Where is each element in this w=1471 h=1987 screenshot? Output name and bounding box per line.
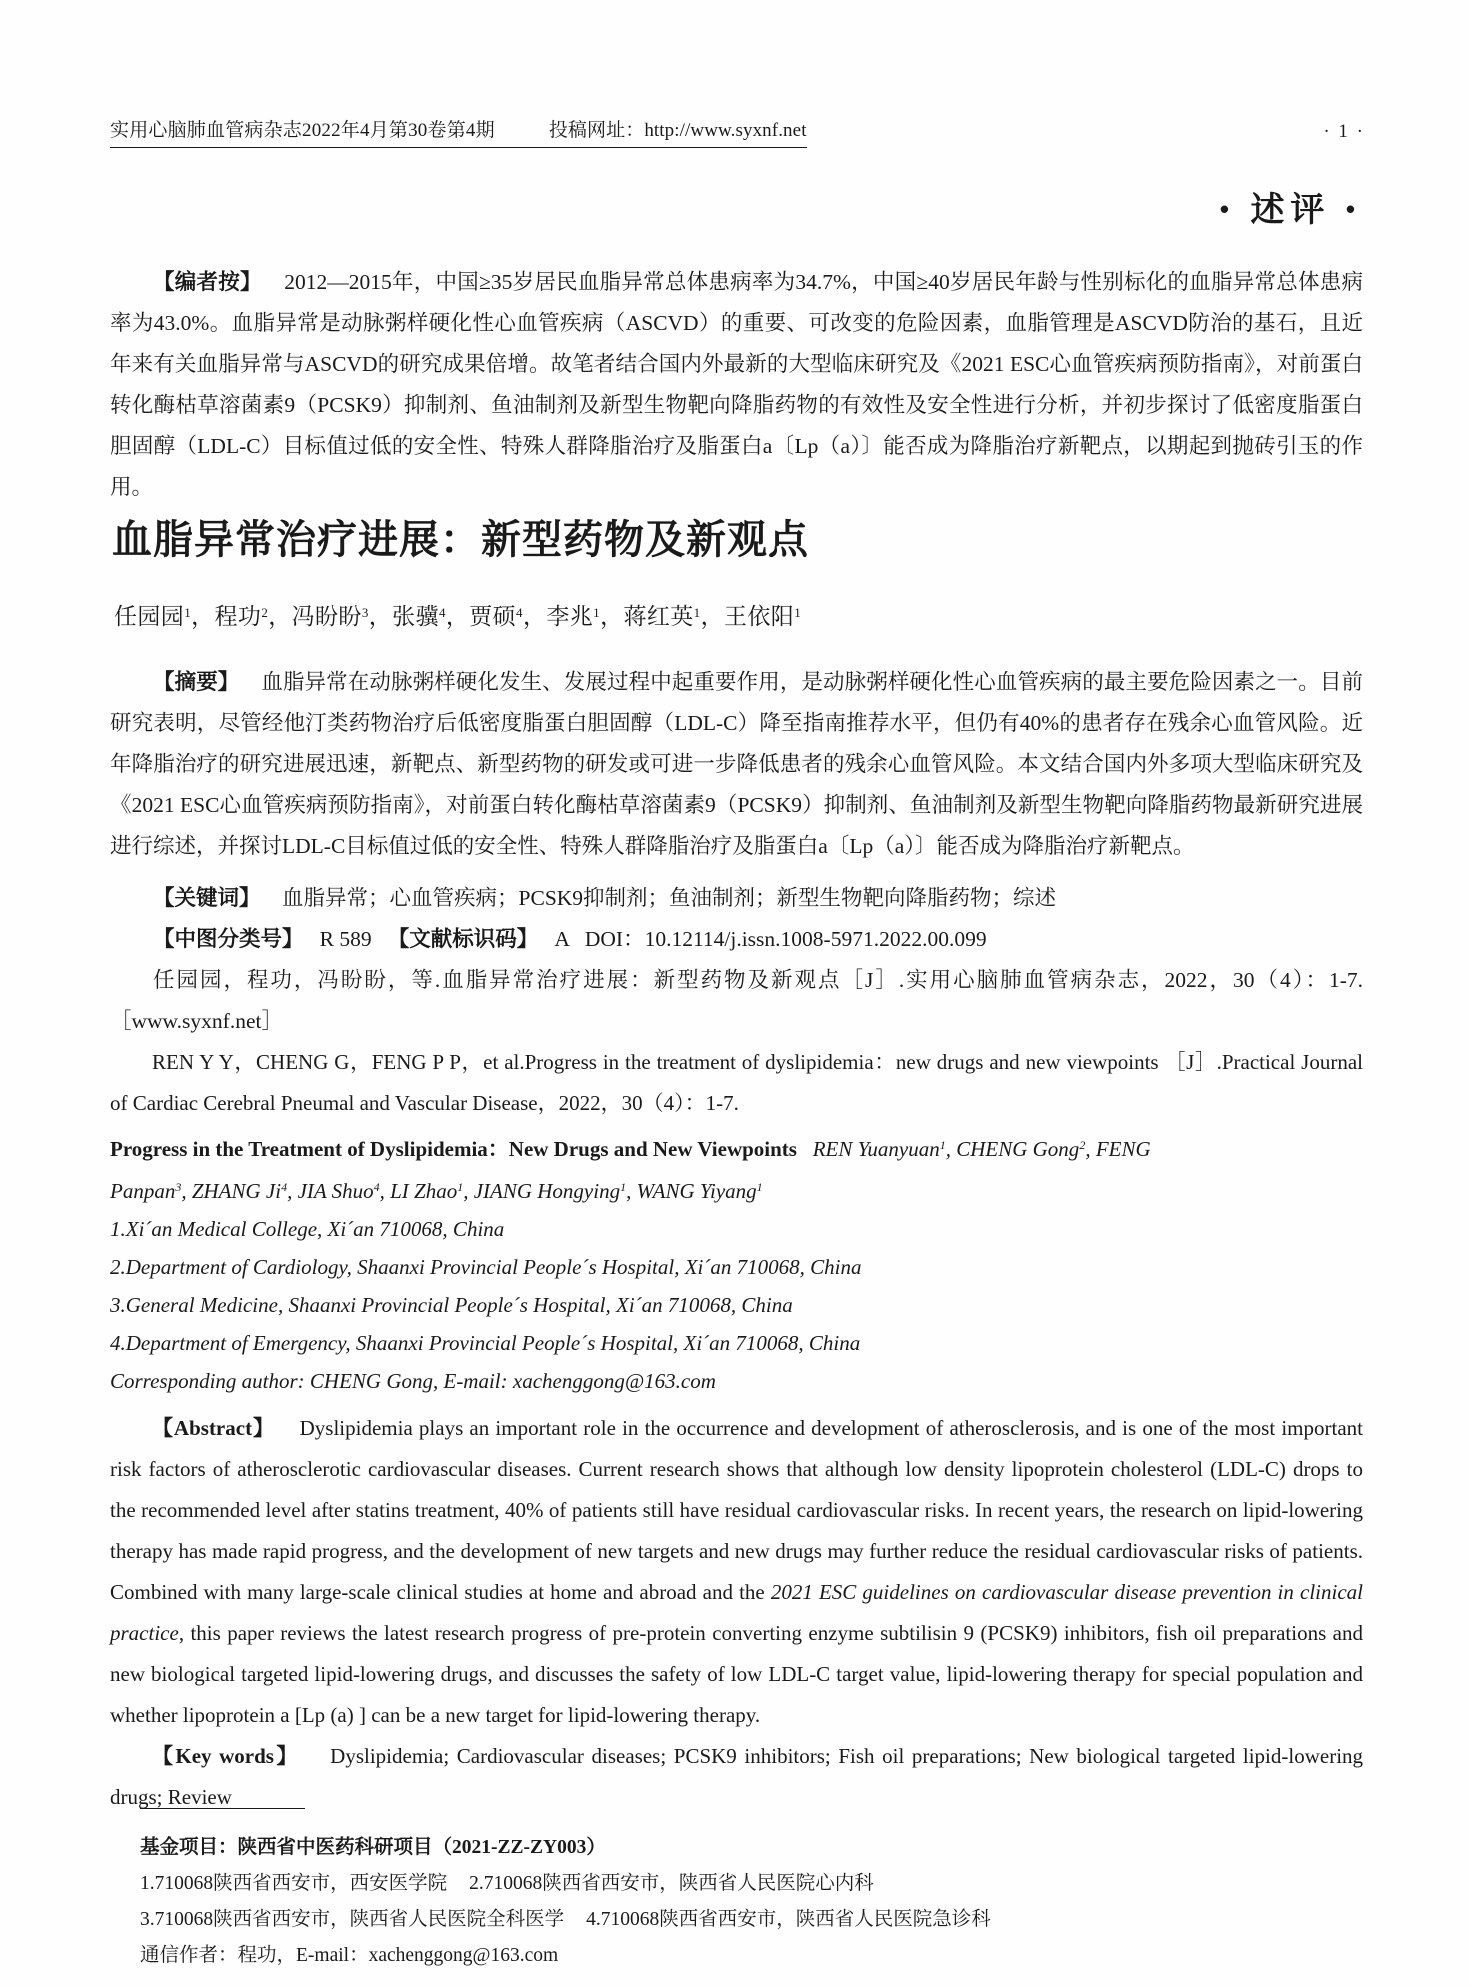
abstract-cn: [110, 662, 1363, 867]
english-block: [110, 1126, 1363, 1818]
clc-spacer-1: [309, 927, 320, 951]
abstract-en-part2: , this paper reviews the latest research progress of pre-protein converting enzyme subtilisin 9 (PCSK9) inhibitors, fish oil preparations and new biological targeted lipid-lowering drugs, and discusses the safety of low LDL-C target value, lipid-lowering therapy for special population and whether lipoprotein a [Lp (a) ] can be a new target for lipid-lowering therapy.: [110, 1621, 1363, 1727]
section-mark: [1220, 182, 1361, 231]
keywords-cn: [110, 878, 1363, 919]
abstract-cn-spacer: [245, 670, 261, 694]
running-head-left: [110, 118, 807, 148]
document-code-label: 【文献标识码】: [387, 927, 539, 951]
doi-value: 10.12114/j.issn.1008-5971.2022.00.099: [644, 927, 987, 951]
keywords-en: [110, 1736, 1363, 1818]
fund-value: 陕西省中医药科研项目（2021-ZZ-ZY003）: [237, 1837, 606, 1858]
address-3: 3.710068陕西省西安市，陕西省人民医院全科医学: [140, 1909, 565, 1930]
editor-note-label: 【编者按】: [153, 270, 262, 294]
keywords-en-spacer: [307, 1744, 330, 1768]
doi-label: DOI：: [584, 927, 645, 951]
authors-en-rest: Panpan$^3$, ZHANG Ji$^4$, JIA Shuo$^4$, LI Zhao$^1$, JIANG Hongying$^1$, WANG Yiyang$^1$: [110, 1179, 763, 1203]
abstract-en-guideline-title: 2021 ESC guidelines on cardiovascular disease prevention in clinical practice: [110, 1580, 1363, 1645]
keywords-en-label: 【Key words】: [152, 1744, 300, 1768]
submission-url-text: 投稿网址：http://www.syxnf.net: [548, 120, 807, 141]
fund-label: 基金项目：: [140, 1837, 238, 1858]
title-en: Progress in the Treatment of Dyslipidemia：New Drugs and New Viewpoints: [110, 1137, 797, 1161]
editor-note-text: 2012—2015年，中国≥35岁居民血脂异常总体患病率为34.7%，中国≥40岁居民年龄与性别标化的血脂异常总体患病率为43.0%。血脂异常是动脉粥样硬化性心血管疾病（ASCVD）的重要、可改变的危险因素，血脂管理是ASCVD防治的基石，且近年来有关血脂异常与ASCVD的研究成果倍增。故笔者结合国内外最新的大型临床研究及《2021 ESC心血管疾病预防指南》，对前蛋白转化酶枯草溶菌素9（PCSK9）抑制剂、鱼油制剂及新型生物靶向降脂药物的有效性及安全性进行分析，并初步探讨了低密度脂蛋白胆固醇（LDL-C）目标值过低的安全性、特殊人群降脂治疗及脂蛋白a〔Lp（a）〕能否成为降脂治疗新靶点，以期起到抛砖引玉的作用。: [110, 270, 1364, 499]
corresponding-author-en: Corresponding author: CHENG Gong, E-mail: xachenggong@163.com: [110, 1369, 716, 1393]
clc-label: 【中图分类号】: [153, 927, 304, 951]
fund-line: [140, 1830, 1240, 1866]
corresponding-author-cn: 通信作者：程功，E-mail：xachenggong@163.com: [140, 1945, 559, 1966]
section-mark-label: 述评: [1250, 191, 1331, 229]
abstract-en-label: 【Abstract】: [152, 1416, 275, 1440]
keywords-cn-text: 血脂异常；心血管疾病；PCSK9抑制剂；鱼油制剂；新型生物靶向降脂药物；综述: [282, 886, 1057, 910]
footnote-block: [140, 1830, 1240, 1974]
affiliation-4: 4.Department of Emergency, Shaanxi Provincial People´s Hospital, Xi´an 710068, China: [110, 1331, 861, 1355]
clc-spacer-4: [574, 927, 585, 951]
abstract-en: [110, 1408, 1363, 1736]
authors-cn: 任园园$^1$，程功$^2$，冯盼盼$^3$，张骥$^4$，贾硕$^4$，李兆$^1$，蒋红英$^1$，王依阳$^1$: [114, 604, 802, 629]
running-head: [110, 118, 1365, 148]
journal-issue-text: 实用心脑肺血管病杂志2022年4月第30卷第4期: [110, 120, 495, 141]
affiliation-2: 2.Department of Cardiology, Shaanxi Provincial People´s Hospital, Xi´an 710068, China: [110, 1255, 862, 1279]
title-en-line: [110, 1126, 1363, 1168]
affiliation-3: 3.General Medicine, Shaanxi Provincial People´s Hospital, Xi´an 710068, China: [110, 1293, 793, 1317]
footnote-divider: [140, 1808, 305, 1809]
address-line-2: [140, 1902, 1240, 1938]
clc-value: R 589: [319, 927, 372, 951]
keywords-en-text: Dyslipidemia; Cardiovascular diseases; PCSK9 inhibitors; Fish oil preparations; New biological targeted lipid-lowering drugs; Review: [110, 1744, 1364, 1809]
bullet-right-icon: •: [1345, 194, 1361, 224]
affiliation-1: 1.Xi´an Medical College, Xi´an 710068, China: [110, 1217, 505, 1241]
clc-spacer-3: [544, 927, 555, 951]
clc-spacer-2: [377, 927, 388, 951]
document-code-value: A: [554, 927, 569, 951]
address-2: 2.710068陕西省西安市，陕西省人民医院心内科: [469, 1873, 874, 1894]
bullet-left-icon: •: [1219, 194, 1235, 224]
page-number: · 1 ·: [1323, 121, 1365, 142]
keywords-cn-label: 【关键词】: [153, 886, 261, 910]
abstract-cn-label: 【摘要】: [153, 670, 240, 694]
authors-en-first-line: REN Yuanyuan$^1$, CHENG Gong$^2$, FENG: [802, 1137, 1151, 1161]
abstract-cn-text: 血脂异常在动脉粥样硬化发生、发展过程中起重要作用，是动脉粥样硬化性心血管疾病的最主要危险因素之一。目前研究表明，尽管经他汀类药物治疗后低密度脂蛋白胆固醇（LDL-C）降至指南推荐水平，但仍有40%的患者存在残余心血管风险。近年降脂治疗的研究进展迅速，新靶点、新型药物的研发或可进一步降低患者的残余心血管风险。本文结合国内外多项大型临床研究及《2021 ESC心血管疾病预防指南》，对前蛋白转化酶枯草溶菌素9（PCSK9）抑制剂、鱼油制剂及新型生物靶向降脂药物最新研究进展进行综述，并探讨LDL-C目标值过低的安全性、特殊人群降脂治疗及脂蛋白a〔Lp（a）〕能否成为降脂治疗新靶点。: [110, 670, 1363, 858]
address-line-1: [140, 1866, 1240, 1902]
keywords-cn-spacer: [266, 886, 282, 910]
address-4: 4.710068陕西省西安市，陕西省人民医院急诊科: [586, 1909, 991, 1930]
editor-note-spacer: [267, 270, 284, 294]
citation-cn: 任园园，程功，冯盼盼，等.血脂异常治疗进展：新型药物及新观点［J］.实用心脑肺血管病杂志，2022，30（4）：1-7.［www.syxnf.net］: [110, 968, 1363, 1033]
abstract-en-part1: Dyslipidemia plays an important role in the occurrence and development of atherosclerosis, and is one of the most important risk factors of atherosclerotic cardiovascular diseases. Current research shows that although low density lipoprotein cholesterol (LDL-C) drops to the recommended level after statins treatment, 40% of patients still have residual cardiovascular risks. In recent years, the research on lipid-lowering therapy has made rapid progress, and the development of new targets and new drugs may further reduce the residual cardiovascular risks of patients. Combined with many large-scale clinical studies at home and abroad and the: [110, 1416, 1363, 1604]
editor-note: [110, 262, 1363, 508]
address-1: 1.710068陕西省西安市，西安医学院: [140, 1873, 448, 1894]
page-title: 血脂异常治疗进展：新型药物及新观点: [112, 518, 809, 562]
citation-en: REN Y Y，CHENG G，FENG P P，et al.Progress in the treatment of dyslipidemia：new drugs and new viewpoints ［J］.Practical Journal of Cardiac Cerebral Pneumal and Vascular Disease，2022，30（4）：1-7.: [110, 1050, 1363, 1115]
classification-line: [110, 919, 1363, 960]
abstract-en-spacer: [281, 1416, 300, 1440]
